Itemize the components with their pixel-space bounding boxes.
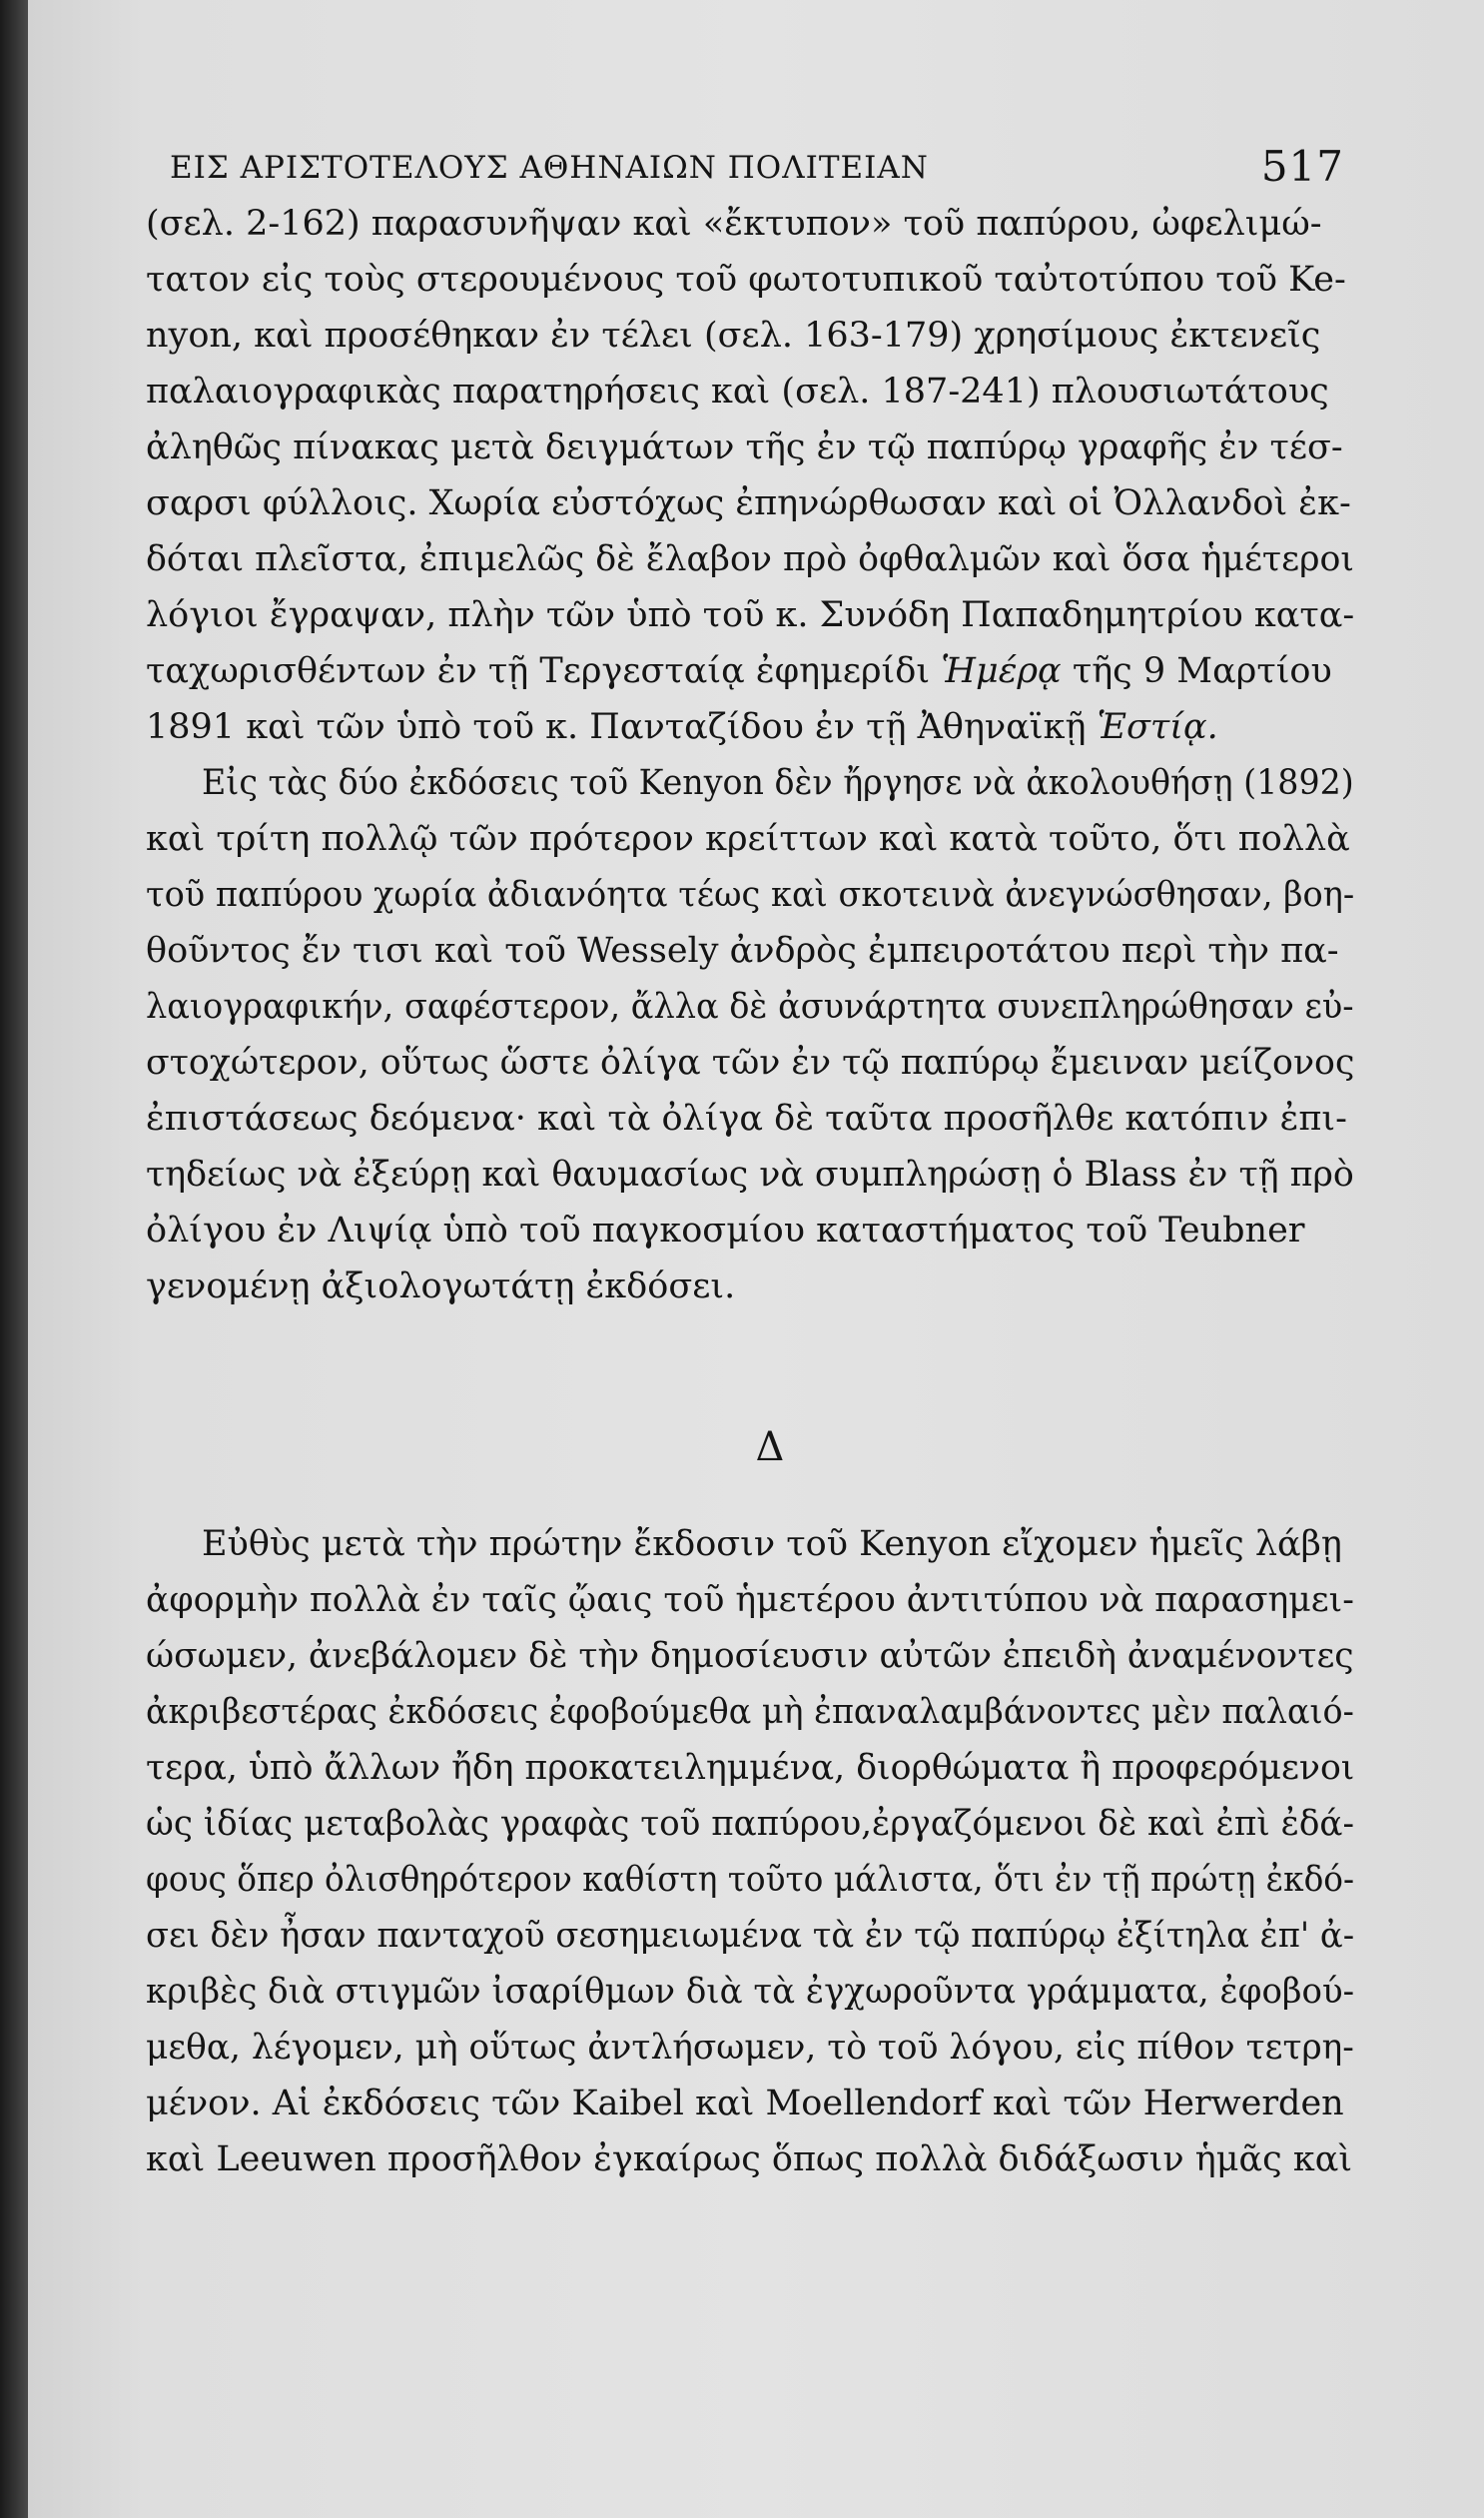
text-segment: ταχωρισθέντων ἐν τῇ Τεργεσταίᾳ ἐφημερίδι <box>146 651 931 691</box>
text-line: ὡς ἰδίας μεταβολὰς γραφὰς τοῦ παπύρου,ἐργαζόμενοι δὲ καὶ ἐπὶ ἐδά- <box>146 1804 1354 1844</box>
text-line: στοχώτερον, οὕτως ὥστε ὀλίγα τῶν ἐν τῷ παπύρῳ ἔμειναν μείζονος <box>146 1043 1354 1083</box>
text-segment: 1891 καὶ τῶν ὑπὸ τοῦ κ. Πανταζίδου ἐν τῇ Ἀθηναϊκῇ <box>146 707 1087 747</box>
text-line: καὶ Leeuwen προσῆλθον ἐγκαίρως ὅπως πολλὰ διδάξωσιν ἡμᾶς καὶ <box>146 2139 1353 2179</box>
text-line: λόγιοι ἔγραψαν, πλὴν τῶν ὑπὸ τοῦ κ. Συνόδη Παπαδημητρίου κατα- <box>146 595 1354 635</box>
text-line: θοῦντος ἔν τισι καὶ τοῦ Wessely ἀνδρὸς ἐμπειροτάτου περὶ τὴν πα- <box>146 931 1339 971</box>
book-spine-shadow <box>0 0 28 2518</box>
text-line: τηδείως νὰ ἐξεύρῃ καὶ θαυμασίως νὰ συμπληρώσῃ ὁ Blass ἐν τῇ πρὸ <box>146 1155 1354 1195</box>
text-line: καὶ τρίτη πολλῷ τῶν πρότερον κρείττων καὶ κατὰ τοῦτο, ὅτι πολλὰ <box>146 819 1350 859</box>
text-line: (σελ. 2-162) παρασυνῆψαν καὶ «ἔκτυπον» τοῦ παπύρου, ὠφελιμώ- <box>146 204 1322 244</box>
text-line: μεθα, λέγομεν, μὴ οὕτως ἀντλήσωμεν, τὸ τοῦ λόγου, εἰς πίθον τετρη- <box>146 2028 1354 2068</box>
paragraph-1 <box>146 196 1354 1314</box>
page-number: 517 <box>1260 142 1344 191</box>
text-line: κριβὲς διὰ στιγμῶν ἰσαρίθμων διὰ τὰ ἐγχωροῦντα γράμματα, ἐφοβού- <box>146 1972 1354 2012</box>
text-line: τατον εἰς τοὺς στερουμένους τοῦ φωτοτυπικοῦ ταὐτοτύπου τοῦ Ke- <box>146 260 1346 300</box>
text-line: μένον. Αἱ ἐκδόσεις τῶν Kaibel καὶ Moellendorf καὶ τῶν Herwerden <box>146 2084 1344 2123</box>
italic-newspaper-name: Ἡμέρᾳ <box>941 651 1062 691</box>
text-line <box>146 643 1354 699</box>
text-line: Εὐθὺς μετὰ τὴν πρώτην ἔκδοσιν τοῦ Kenyon εἴχομεν ἡμεῖς λάβῃ <box>202 1524 1342 1564</box>
text-line: ὀλίγου ἐν Λιψίᾳ ὑπὸ τοῦ παγκοσμίου καταστήματος τοῦ Teubner <box>146 1211 1305 1251</box>
text-line: ώσωμεν, ἀνεβάλομεν δὲ τὴν δημοσίευσιν αὐτῶν ἐπειδὴ ἀναμένοντες <box>146 1636 1354 1676</box>
text-line: λαιογραφικήν, σαφέστερον, ἄλλα δὲ ἀσυνάρτητα συνεπληρώθησαν εὐ- <box>146 987 1354 1027</box>
text-line: σει δὲν ἦσαν πανταχοῦ σεσημειωμένα τὰ ἐν τῷ παπύρῳ ἐξίτηλα ἐπ' ἀ- <box>146 1916 1354 1956</box>
book-page <box>28 0 1484 2518</box>
text-line: ἀφορμὴν πολλὰ ἐν ταῖς ᾤαις τοῦ ἡμετέρου ἀντιτύπου νὰ παρασημει- <box>146 1580 1354 1620</box>
text-line <box>146 699 1354 755</box>
paragraph-3 <box>146 1516 1354 2187</box>
text-line: ἐπιστάσεως δεόμενα· καὶ τὰ ὀλίγα δὲ ταῦτα προσῆλθε κατόπιν ἐπι- <box>146 1099 1347 1139</box>
text-line: φους ὅπερ ὀλισθηρότερον καθίστη τοῦτο μάλιστα, ὅτι ἐν τῇ πρώτῃ ἐκδό- <box>146 1860 1354 1900</box>
text-line: ἀληθῶς πίνακας μετὰ δειγμάτων τῆς ἐν τῷ παπύρῳ γραφῆς ἐν τέσ- <box>146 427 1343 467</box>
text-line: τερα, ὑπὸ ἄλλων ἤδη προκατειλημμένα, διορθώματα ἢ προφερόμενοι <box>146 1748 1354 1788</box>
text-line: ἀκριβεστέρας ἐκδόσεις ἐφοβούμεθα μὴ ἐπαναλαμβάνοντες μὲν παλαιό- <box>146 1692 1354 1732</box>
text-line: Εἰς τὰς δύο ἐκδόσεις τοῦ Kenyon δὲν ἤργησε νὰ ἀκολουθήσῃ (1892) <box>202 763 1354 803</box>
text-line: τοῦ παπύρου χωρία ἀδιανόητα τέως καὶ σκοτεινὰ ἀνεγνώσθησαν, βοη- <box>146 875 1354 915</box>
text-line: γενομένῃ ἀξιολογωτάτῃ ἐκδόσει. <box>146 1266 736 1306</box>
italic-newspaper-name: Ἑστίᾳ. <box>1097 707 1218 747</box>
section-heading: Δ <box>755 1424 785 1470</box>
running-title: ΕΙΣ ΑΡΙΣΤΟΤΕΛΟΥΣ ΑΘΗΝΑΙΩΝ ΠΟΛΙΤΕΙΑΝ <box>170 150 929 186</box>
text-line: δόται πλεῖστα, ἐπιμελῶς δὲ ἔλαβον πρὸ ὀφθαλμῶν καὶ ὅσα ἡμέτεροι <box>146 539 1354 579</box>
text-segment: τῆς 9 Μαρτίου <box>1072 651 1332 691</box>
text-line: παλαιογραφικὰς παρατηρήσεις καὶ (σελ. 187-241) πλουσιωτάτους <box>146 372 1329 412</box>
text-line: nyon, καὶ προσέθηκαν ἐν τέλει (σελ. 163-179) χρησίμους ἐκτενεῖς <box>146 316 1321 356</box>
text-line: σαρσι φύλλοις. Χωρία εὐστόχως ἐπηνώρθωσαν καὶ οἱ Ὀλλανδοὶ ἐκ- <box>146 483 1351 523</box>
